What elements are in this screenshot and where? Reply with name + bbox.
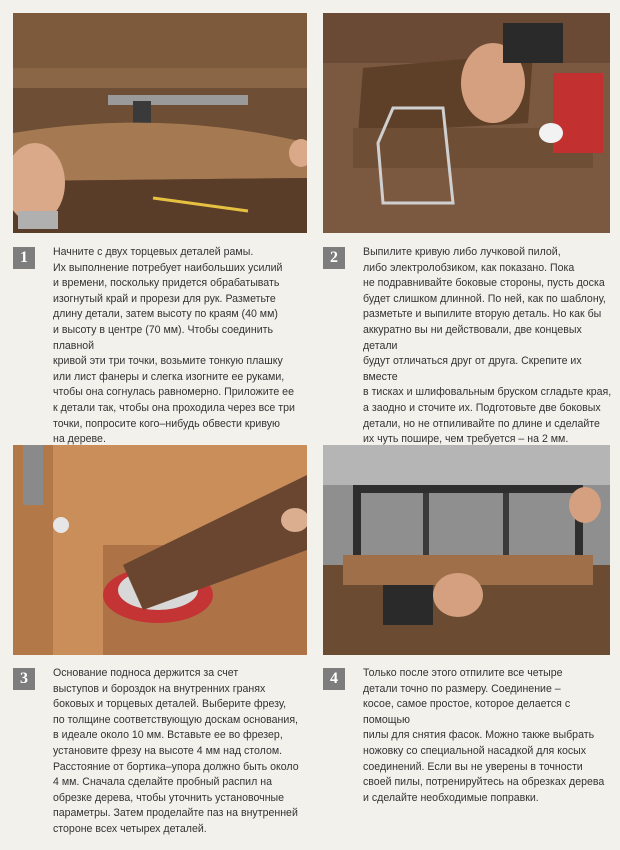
photo-marking-curve (13, 13, 307, 233)
step-text: Начните с двух торцевых деталей рамы. Их выполнение потребует наибольших усилий и времени, поскольку придется обрабатывать изогнутый край и прорези для рук. Разметьте длину детали, затем высоту по краям (40 мм) и высоту в центре (70 мм). Чтобы соединить плавной кривой эти три точки, возьмите тонкую плашку или лист фанеры и слегка изогните ее руками, чтобы она согнулась равномерно. Приложите ее к детали так, чтобы она проходила через все три точки, попросите кого–нибудь обвести кривую на дереве. (53, 246, 295, 446)
photo-router-table (13, 445, 307, 655)
step-number-badge: 1 (13, 247, 35, 269)
step-number-badge: 3 (13, 668, 35, 690)
step-2 (323, 245, 615, 479)
step-number-badge: 4 (323, 668, 345, 690)
step-text: Основание подноса держится за счет выступов и бороздок на внутренних гранях боковых и торцевых деталей. Выберите фрезу, по толщине соответствующую доскам основания, в идеале около 10 мм. Вставьте ее во фрезер, установите фрезу на высоте 4 мм над столом. Расстояние от бортика–упора должно быть около 4 мм. Сначала сделайте пробный распил на обрезке дерева, чтобы уточнить установочные параметры. Затем проделайте паз на внутренней стороне всех четырех деталей. (53, 667, 299, 835)
step-1 (13, 245, 313, 448)
photo-mitre-saw (323, 445, 610, 655)
photo-coping-saw (323, 13, 610, 233)
step-text: Выпилите кривую либо лучковой пилой, либо электролобзиком, как показано. Пока не подравнивайте боковые стороны, пусть доска будет слишком длинной. По ней, как по шаблону, разметьте и выпилите вторую деталь. Но как бы аккуратно вы ни действовали, две концевых детали будут отличаться друг от друга. Скрепите их вместе в тисках и шлифовальным бруском сгладьте края, а заодно и сточите их. Подготовьте две боковых детали, но не отпиливайте по длине и сделайте их чуть пошире, чем требуется – на 2 мм. (363, 246, 612, 446)
step-3 (13, 666, 313, 838)
step-4 (323, 666, 615, 806)
step-text: Только после этого отпилите все четыре детали точно по размеру. Соединение – косое, самое простое, которое делается с помощью пилы для снятия фасок. Можно также выбрать ножовку со специальной насадкой для косых соединений. Если вы не уверены в точности своей пилы, потренируйтесь на обрезках дерева и сделайте необходимые поправки. (363, 667, 605, 804)
step-number-badge: 2 (323, 247, 345, 269)
